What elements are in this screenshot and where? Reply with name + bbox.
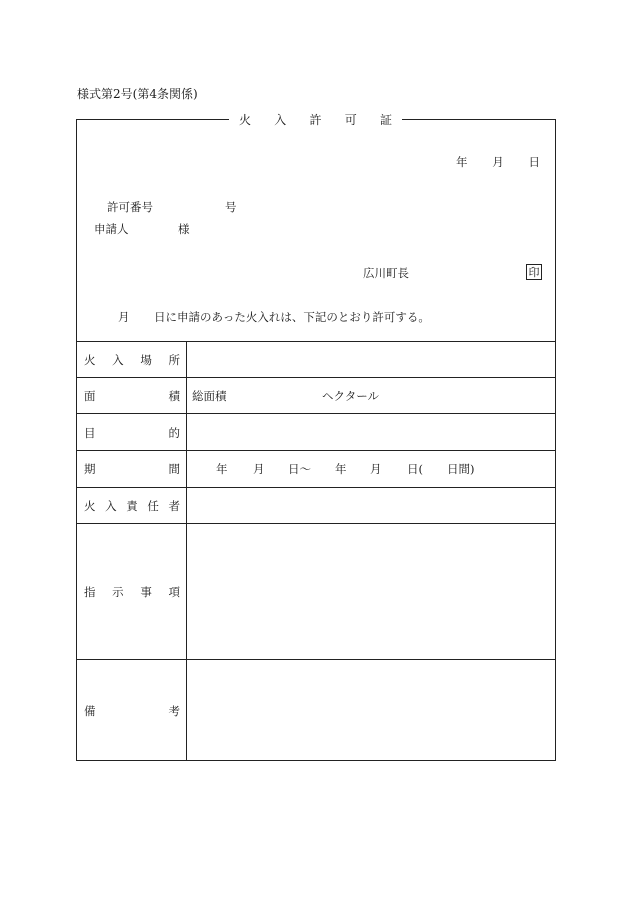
row-label-char: 火: [84, 353, 96, 367]
row-label-char: 示: [112, 585, 124, 599]
row-label-char: 的: [168, 426, 180, 440]
permit-number-label: 許可番号: [107, 200, 153, 214]
table-rule: [76, 523, 556, 524]
row-label-responsible-person: [84, 498, 180, 514]
period-end-month: 月: [370, 462, 382, 476]
row-label-char: 入: [105, 499, 117, 513]
row-label-char: 項: [168, 585, 180, 599]
table-rule: [76, 450, 556, 451]
statement-month: 月: [118, 310, 130, 324]
table-rule: [76, 341, 556, 342]
title-char: 火: [239, 113, 252, 127]
issue-date: [456, 154, 540, 170]
row-label-period: [84, 461, 180, 477]
period-end-year: 年: [335, 462, 347, 476]
row-label-char: 目: [84, 426, 96, 440]
period-start-day: 日〜: [288, 462, 311, 476]
table-column-divider: [186, 341, 187, 761]
date-year: 年: [456, 155, 468, 169]
period-start-month: 月: [253, 462, 265, 476]
title-char: 証: [379, 113, 392, 127]
permit-title: [229, 111, 402, 128]
title-char: 入: [274, 113, 287, 127]
period-days: 日間): [447, 462, 475, 476]
row-label-fire-location: [84, 352, 180, 368]
area-total-label: 総面積: [192, 389, 227, 403]
row-label-char: 事: [140, 585, 152, 599]
table-rule: [76, 377, 556, 378]
date-month: 月: [492, 155, 504, 169]
row-label-char: 積: [168, 389, 180, 403]
period-end-day: 日(: [407, 462, 423, 476]
applicant-label: 申請人: [94, 222, 129, 236]
row-label-char: 面: [84, 389, 96, 403]
permit-statement: 日に申請のあった火入れは、下記のとおり許可する。: [154, 310, 430, 324]
title-char: 可: [344, 113, 357, 127]
table-rule: [76, 487, 556, 488]
issuer-name: 広川町長: [363, 266, 409, 280]
area-unit: ヘクタール: [322, 389, 380, 403]
row-label-char: 所: [168, 353, 180, 367]
date-day: 日: [528, 155, 540, 169]
row-label-purpose: [84, 425, 180, 441]
row-label-char: 入: [112, 353, 124, 367]
row-label-char: 指: [84, 585, 96, 599]
row-label-area: [84, 388, 180, 404]
row-label-remarks: [84, 703, 180, 719]
applicant-honorific: 様: [178, 222, 190, 236]
title-char: 許: [309, 113, 322, 127]
form-number: 様式第2号(第4条関係): [77, 87, 198, 101]
row-label-char: 火: [84, 499, 96, 513]
row-label-instructions: [84, 584, 180, 600]
row-label-char: 責: [126, 499, 138, 513]
row-label-char: 任: [147, 499, 159, 513]
row-label-char: 者: [168, 499, 180, 513]
row-label-char: 考: [168, 704, 180, 718]
table-rule: [76, 659, 556, 660]
row-label-char: 備: [84, 704, 96, 718]
permit-number-suffix: 号: [225, 200, 237, 214]
table-rule: [76, 413, 556, 414]
row-label-char: 間: [168, 462, 180, 476]
period-start-year: 年: [216, 462, 228, 476]
seal-mark: 印: [526, 264, 542, 280]
row-label-char: 場: [140, 353, 152, 367]
row-label-char: 期: [84, 462, 96, 476]
